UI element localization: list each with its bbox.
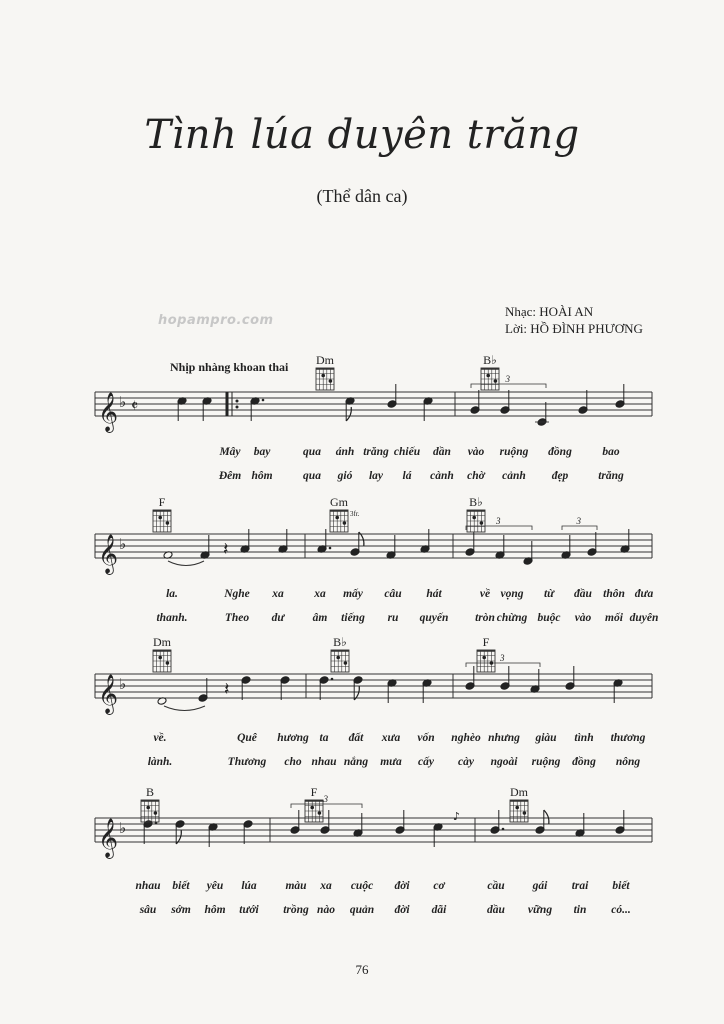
lyric-syllable: cơ	[433, 880, 445, 892]
chord-dot	[310, 806, 314, 810]
tie	[164, 706, 205, 711]
treble-clef-icon: 𝄞	[98, 818, 119, 858]
chord-dot	[480, 521, 484, 525]
lyric-syllable: đồng	[572, 756, 596, 768]
lyric-syllable: tin	[573, 904, 587, 916]
lyric-syllable: nắng	[343, 756, 369, 768]
lyric-syllable: nghèo	[451, 732, 481, 744]
lyric-syllable: vào	[574, 612, 592, 624]
chord-fret-label: 3fr.	[350, 510, 360, 518]
chord-dot	[472, 516, 476, 520]
quarter-rest-icon: 𝄽	[223, 539, 229, 560]
lyric-syllable: Đêm	[218, 470, 242, 482]
lyric-syllable: bay	[253, 446, 271, 458]
lyric-syllable: ruộng	[499, 446, 529, 458]
lyric-syllable: nào	[317, 904, 335, 916]
lyric-syllable: buộc	[537, 612, 561, 624]
lyric-syllable: ánh	[335, 446, 355, 458]
lyric-syllable: qua	[303, 446, 321, 458]
chord-dot	[321, 374, 325, 378]
lyric-syllable: đời	[394, 904, 410, 916]
chord-dot	[523, 811, 527, 815]
lyric-syllable: Theo	[224, 612, 250, 624]
lyric-syllable: vào	[467, 446, 485, 458]
chord-dot	[166, 521, 170, 525]
lyric-syllable: xa	[272, 588, 284, 600]
lyric-syllable: lành.	[147, 756, 173, 768]
lyric-syllable: đồng	[548, 446, 572, 458]
chord-dot	[318, 811, 322, 815]
chord-dot	[146, 806, 150, 810]
note-dot	[262, 399, 265, 402]
note-dot	[331, 678, 334, 681]
lyric-syllable: cấy	[418, 756, 434, 768]
lyric-syllable: ngoài	[490, 756, 518, 768]
lyric-syllable: đưa	[634, 588, 654, 600]
lyric-syllable: Quê	[237, 732, 257, 744]
triplet-label: 3	[576, 516, 581, 526]
lyric-syllable: cành	[430, 470, 454, 482]
song-title: Tình lúa duyên trăng	[144, 112, 580, 158]
lyric-syllable: đầu	[574, 588, 592, 600]
key-flat-icon: ♭	[119, 675, 127, 693]
lyric-syllable: chiếu	[393, 446, 421, 458]
chord-label: F	[482, 635, 490, 649]
watermark: hopampro.com	[158, 313, 274, 328]
chord-dot	[482, 656, 486, 660]
chord-label: F	[310, 785, 318, 799]
lyric-syllable: vững	[527, 904, 553, 916]
lyric-syllable: hôm	[251, 470, 273, 482]
lyric-syllable: tưới	[239, 904, 259, 916]
lyric-syllable: trăng	[598, 470, 624, 482]
lyric-syllable: nông	[615, 756, 641, 768]
triplet-label: 3	[505, 374, 510, 384]
lyric-syllable: xa	[314, 588, 326, 600]
chord-label: B	[145, 785, 155, 799]
lyric-syllable: đất	[348, 732, 364, 744]
triplet-bracket	[291, 804, 362, 808]
lyric-syllable: nhau	[135, 880, 161, 892]
page-number: 76	[355, 962, 369, 977]
chord-dot	[154, 811, 158, 815]
lyric-syllable: mấy	[343, 588, 363, 600]
lyric-syllable: xa	[320, 880, 332, 892]
chord-label: Gm	[330, 495, 348, 509]
lyric-syllable: lúa	[241, 880, 257, 892]
lyric-syllable: Thương	[227, 756, 267, 768]
chord-dot	[329, 379, 333, 383]
lyric-syllable: chừng	[496, 612, 528, 624]
repeat-dot	[236, 406, 239, 409]
repeat-dot	[236, 400, 239, 403]
chord-dot	[344, 661, 348, 665]
chord-dot	[494, 379, 498, 383]
chord-dot	[158, 656, 162, 660]
triplet-label: 3	[323, 794, 328, 804]
lyric-syllable: xưa	[381, 732, 401, 744]
lyric-syllable: dần	[433, 446, 451, 458]
lyric-syllable: có...	[611, 904, 631, 916]
key-flat-icon: ♭	[119, 393, 127, 411]
lyric-syllable: dãi	[431, 904, 447, 916]
chord-label: B♭	[333, 635, 347, 649]
key-flat-icon: ♭	[119, 819, 127, 837]
tempo-marking: Nhịp nhàng khoan thai	[170, 360, 289, 374]
lyric-syllable: dư	[271, 612, 285, 624]
chord-label: Dm	[316, 353, 334, 367]
tie	[168, 561, 204, 566]
song-subtitle: (Thể dân ca)	[316, 186, 408, 206]
chord-label: Dm	[510, 785, 528, 799]
lyric-syllable: vọng	[500, 588, 524, 600]
lyric-syllable: nhau	[311, 756, 337, 768]
chord-dot	[515, 806, 519, 810]
treble-clef-icon: 𝄞	[98, 392, 119, 432]
lyric-syllable: lay	[368, 470, 384, 482]
lyric-syllable: tròn	[475, 612, 495, 624]
lyric-syllable: đời	[394, 880, 410, 892]
chord-dot	[166, 661, 170, 665]
lyric-syllable: yêu	[206, 880, 224, 892]
triplet-bracket	[562, 526, 597, 530]
lyric-syllable: sâu	[139, 904, 157, 916]
lyric-syllable: câu	[384, 588, 402, 600]
treble-clef-icon: 𝄞	[98, 534, 119, 574]
music-credit: Nhạc: HOÀI AN	[505, 304, 594, 319]
chord-label: Dm	[153, 635, 171, 649]
lyric-syllable: từ	[543, 588, 555, 600]
lyric-syllable: thôn	[603, 588, 625, 600]
lyric-syllable: giàu	[535, 732, 557, 744]
lyric-syllable: hôm	[204, 904, 226, 916]
lyric-syllable: âm	[312, 612, 328, 624]
lyric-syllable: cuộc	[350, 880, 374, 892]
chord-dot	[158, 516, 162, 520]
chord-label: B♭	[483, 353, 497, 367]
lyric-syllable: ru	[387, 612, 399, 624]
lyric-syllable: qua	[303, 470, 321, 482]
lyric-syllable: tình	[574, 732, 594, 744]
lyric-syllable: biết	[172, 880, 190, 892]
lyric-syllable: hương	[277, 732, 309, 744]
lyric-syllable: cày	[458, 756, 474, 768]
lyric-syllable: bao	[602, 446, 620, 458]
note-dot	[329, 547, 332, 550]
lyric-syllable: mối	[605, 612, 623, 624]
lyric-syllable: la.	[166, 588, 178, 600]
lyric-syllable: mưa	[380, 756, 402, 768]
lyric-syllable: ruộng	[531, 756, 561, 768]
lyric-syllable: dầu	[487, 904, 505, 916]
lyric-syllable: Mây	[219, 446, 241, 458]
lyric-syllable: trai	[571, 880, 589, 892]
chord-label: F	[158, 495, 166, 509]
lyric-syllable: lá	[402, 470, 412, 482]
chord-dot	[336, 656, 340, 660]
lyric-syllable: chờ	[467, 470, 485, 482]
note-flag	[544, 810, 549, 824]
lyric-syllable: thương	[610, 732, 646, 744]
lyric-syllable: vốn	[417, 732, 435, 744]
lyric-syllable: màu	[285, 880, 307, 892]
lyric-syllable: quản	[349, 904, 375, 916]
treble-clef-icon: 𝄞	[98, 674, 119, 714]
lyric-syllable: hát	[426, 588, 442, 600]
lyric-syllable: cầu	[487, 880, 505, 892]
lyric-syllable: quyến	[419, 612, 449, 624]
lyric-syllable: về.	[153, 732, 167, 744]
triplet-label: 3	[500, 653, 505, 663]
chord-dot	[486, 374, 490, 378]
lyric-syllable: cho	[284, 756, 302, 768]
time-signature-icon: 𝄵	[131, 396, 139, 415]
note-flag	[346, 407, 351, 421]
chord-dot	[343, 521, 347, 525]
chord-dot	[490, 661, 494, 665]
quarter-rest-icon: 𝄽	[224, 679, 230, 700]
lyric-syllable: về	[479, 588, 491, 600]
lyric-syllable: Nghe	[224, 588, 250, 600]
lyric-syllable: ta	[319, 732, 329, 744]
chord-dot	[335, 516, 339, 520]
lyric-syllable: biết	[612, 880, 630, 892]
lyric-syllable: nhưng	[488, 732, 520, 744]
lyric-syllable: đẹp	[551, 470, 569, 482]
chord-label: B♭	[469, 495, 483, 509]
lyric-syllable: sớm	[171, 904, 191, 916]
lyric-syllable: trăng	[363, 446, 389, 458]
lyric-syllable: gió	[337, 470, 353, 482]
key-flat-icon: ♭	[119, 535, 127, 553]
note-dot	[502, 828, 505, 831]
lyric-syllable: duyên	[629, 612, 659, 624]
lyric-syllable: thanh.	[156, 612, 188, 624]
lyric-syllable: gái	[532, 880, 548, 892]
triplet-label: 3	[496, 516, 501, 526]
lyric-syllable: cảnh	[502, 470, 526, 482]
lyrics-credit: Lời: HỒ ĐÌNH PHƯƠNG	[505, 321, 643, 336]
lyric-syllable: tiếng	[341, 612, 365, 624]
lyric-syllable: trồng	[283, 904, 309, 916]
grace-note-icon: ♪	[453, 810, 461, 823]
